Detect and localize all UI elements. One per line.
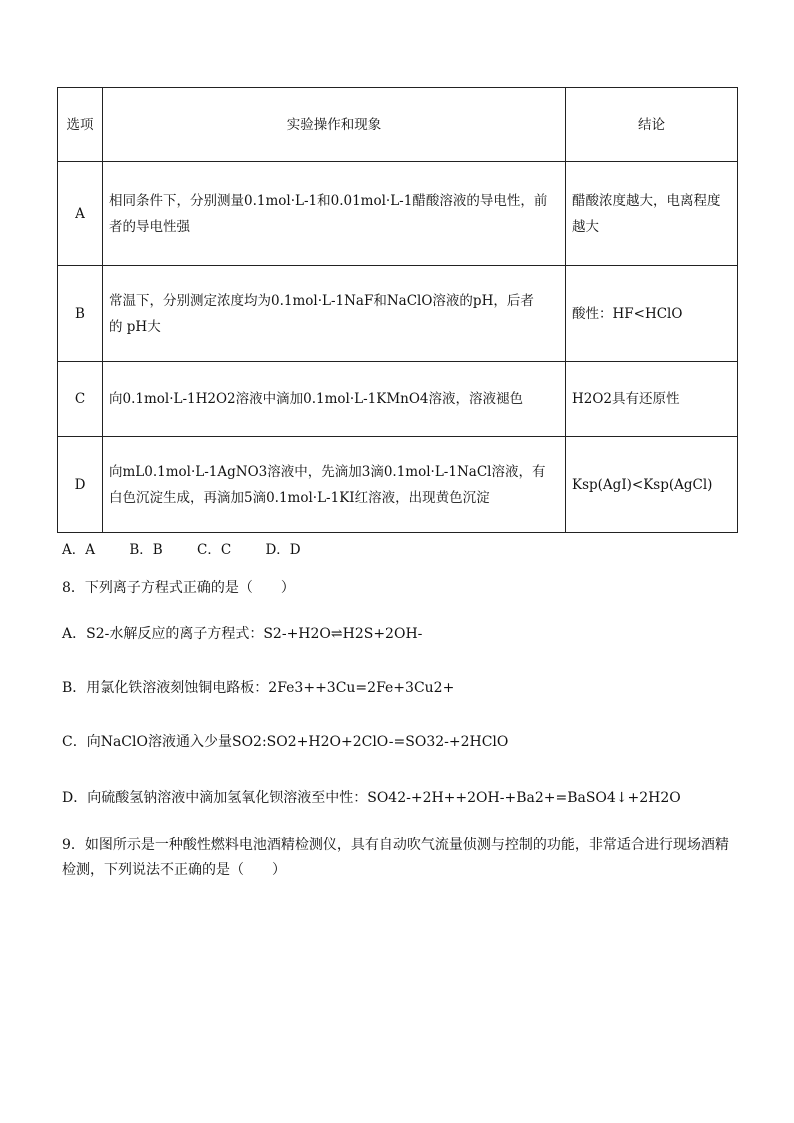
q8-stem: 8．下列离子方程式正确的是（ ） bbox=[62, 580, 295, 596]
header-conclusion: 结论 bbox=[566, 88, 738, 162]
q8-option-d: D．向硫酸氢钠溶液中滴加氢氧化钡溶液至中性：SO42-+2H++2OH-+Ba2+=BaSO4↓+2H2O bbox=[62, 790, 681, 806]
operation-line: 相同条件下，分别测量0.1mol·L-1和0.01mol·L-1醋酸溶液的导电性，前 bbox=[109, 192, 548, 209]
operation-line: 向mL0.1mol·L-1AgNO3溶液中，先滴加3滴0.1mol·L-1NaCl溶液，有 bbox=[109, 463, 546, 480]
row-option: D bbox=[58, 437, 103, 533]
experiment-table bbox=[57, 87, 738, 533]
q7-answer-choices: A．A B．B C．C D．D bbox=[62, 542, 301, 558]
row-operation bbox=[103, 437, 566, 533]
q8-option-a: A．S2-水解反应的离子方程式：S2-+H2O⇌H2S+2OH- bbox=[62, 626, 423, 642]
table-row bbox=[58, 437, 738, 533]
q9-stem: 9．如图所示是一种酸性燃料电池酒精检测仪，具有自动吹气流量侦测与控制的功能，非常适合进行现场酒精检测，下列说法不正确的是（ ） bbox=[62, 837, 729, 878]
row-option: A bbox=[58, 162, 103, 266]
row-option: B bbox=[58, 266, 103, 362]
table-header-row bbox=[58, 88, 738, 162]
table-row bbox=[58, 266, 738, 362]
row-operation bbox=[103, 266, 566, 362]
row-conclusion: Ksp(AgI)<Ksp(AgCl) bbox=[566, 437, 738, 533]
row-conclusion: 酸性：HF<HClO bbox=[566, 266, 738, 362]
row-operation bbox=[103, 162, 566, 266]
header-operation: 实验操作和现象 bbox=[103, 88, 566, 162]
q8-option-b: B．用氯化铁溶液刻蚀铜电路板：2Fe3++3Cu=2Fe+3Cu2+ bbox=[62, 680, 455, 696]
operation-line: 的 pH大 bbox=[109, 318, 161, 335]
row-conclusion: 醋酸浓度越大，电离程度越大 bbox=[566, 162, 738, 266]
row-option: C bbox=[58, 362, 103, 437]
table-row bbox=[58, 362, 738, 437]
q8-option-c: C．向NaClO溶液通入少量SO2:SO2+H2O+2ClO-=SO32-+2HClO bbox=[62, 734, 509, 750]
row-operation bbox=[103, 362, 566, 437]
operation-line: 常温下，分别测定浓度均为0.1mol·L-1NaF和NaClO溶液的pH，后者 bbox=[109, 292, 534, 309]
row-conclusion: H2O2具有还原性 bbox=[566, 362, 738, 437]
operation-line: 向0.1mol·L-1H2O2溶液中滴加0.1mol·L-1KMnO4溶液，溶液褪色 bbox=[109, 391, 524, 407]
operation-line: 白色沉淀生成，再滴加5滴0.1mol·L-1KI红溶液，出现黄色沉淀 bbox=[109, 489, 490, 506]
table-row bbox=[58, 162, 738, 266]
operation-line: 者的导电性强 bbox=[109, 218, 190, 235]
header-option: 选项 bbox=[58, 88, 103, 162]
